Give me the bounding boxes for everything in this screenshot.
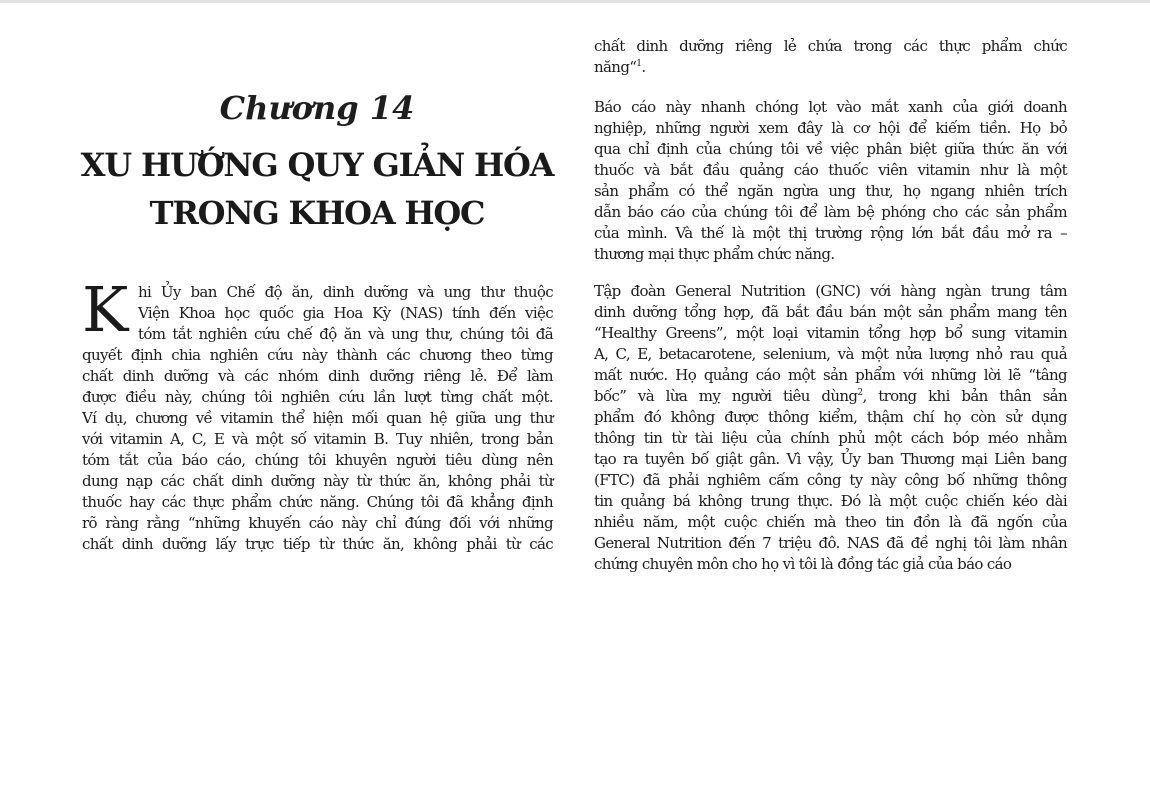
text-line: dẫn báo cáo của chúng tôi để làm bệ phóng cho các sản phẩm (594, 203, 1067, 221)
drop-cap: K (82, 273, 129, 346)
text-line: rõ ràng rằng “những khuyến cáo này chỉ đúng đối với những (82, 514, 553, 532)
chapter-number: Chương 14 (219, 89, 415, 127)
text-line: nghiệp, những người xem đây là cơ hội để kiếm tiền. Họ bỏ (594, 119, 1067, 137)
text-line: hi Ủy ban Chế độ ăn, dinh dưỡng và ung thư thuộc (138, 283, 553, 301)
text-line: tạo ra tuyên bố giật gân. Vì vậy, Ủy ban Thương mại Liên bang (594, 450, 1067, 468)
right-column-paragraph-1 (594, 36, 1067, 78)
text-line: chất dinh dưỡng riêng lẻ chứa trong các thực phẩm chức (594, 37, 1067, 55)
text-line: Viện Khoa học quốc gia Hoa Kỳ (NAS) tính đến việc (138, 304, 553, 322)
text-line: chất dinh dưỡng lấy trực tiếp từ thức ăn, không phải từ các (82, 535, 553, 553)
text-line: thuốc hay các thực phẩm chức năng. Chúng tôi đã khẳng định (82, 493, 553, 511)
chapter-title-line: XU HƯỚNG QUY GIẢN HÓA (80, 146, 554, 184)
text-line: tin quảng bá không trung thực. Đó là một cuộc chiến kéo dài (594, 492, 1067, 510)
text-line: dinh dưỡng tổng hợp, đã bắt đầu bán một sản phẩm mang tên (594, 303, 1067, 321)
text-line: chất dinh dưỡng và các nhóm dinh dưỡng riêng lẻ. Để làm (82, 367, 553, 385)
text-line: dung nạp các chất dinh dưỡng này từ thức ăn, không phải từ (82, 472, 553, 490)
text-line: quyết định chia nghiên cứu này thành các chương theo từng (82, 346, 553, 364)
top-border (0, 0, 1150, 3)
text-line: sản phẩm có thể ngăn ngừa ung thư, họ ngang nhiên trích (594, 182, 1067, 200)
text-line: mất nước. Họ quảng cáo một sản phẩm với những lời lẽ “tâng (594, 366, 1067, 384)
chapter-title-line: TRONG KHOA HỌC (149, 194, 485, 232)
text-line: tóm tắt của báo cáo, chúng tôi khuyên người tiêu dùng nên (82, 451, 553, 469)
footnote-marker: 2 (857, 388, 863, 398)
text-line: nhiều năm, một cuộc chiến mà theo tin đồn là đã ngốn của (594, 513, 1067, 531)
text-line: phẩm đó không được thông kiểm, thậm chí họ còn sử dụng (594, 408, 1067, 426)
text-line: General Nutrition đến 7 triệu đô. NAS đã đề nghị tôi làm nhân (594, 534, 1067, 552)
text-line: chứng chuyên môn cho họ vì tôi là đồng tác giả của báo cáo (594, 555, 1012, 573)
footnote-marker: 1 (636, 59, 642, 69)
chapter-title (70, 141, 564, 237)
text-line (594, 386, 1067, 407)
text-line: thuốc và bắt đầu quảng cáo thuốc viên vitamin như là một (594, 161, 1067, 179)
text-line: “Healthy Greens”, một loại vitamin tổng hợp bổ sung vitamin (594, 324, 1067, 342)
right-column-paragraph-2 (594, 97, 1067, 265)
text-line: (FTC) đã phải nghiêm cấm công ty này công bố những thông (594, 471, 1067, 489)
left-column-paragraph (82, 282, 553, 555)
text-line: qua chỉ định của chúng tôi về việc phân biệt giữa thức ăn với (594, 140, 1067, 158)
text-fragment: . (641, 58, 646, 76)
text-fragment: , trong khi bản thân sản (862, 387, 1067, 405)
text-line: với vitamin A, C, E và một số vitamin B. Tuy nhiên, trong bản (82, 430, 553, 448)
text-line (594, 57, 1067, 78)
text-line: tóm tắt nghiên cứu chế độ ăn và ung thư, chúng tôi đã (138, 325, 553, 343)
text-fragment: năng“ (594, 58, 637, 76)
text-fragment: bốc” và lừa mỵ người tiêu dùng (594, 387, 858, 405)
text-line: Ví dụ, chương về vitamin thể hiện mối quan hệ giữa ung thư (82, 409, 553, 427)
text-line: được điều này, chúng tôi nghiên cứu lần lượt từng chất một. (82, 388, 553, 406)
right-column-paragraph-3 (594, 281, 1067, 575)
text-line: thông tin từ tài liệu của chính phủ một cách bóp méo nhằm (594, 429, 1067, 447)
text-line: Báo cáo này nhanh chóng lọt vào mắt xanh của giới doanh (594, 98, 1067, 116)
text-line: của mình. Và thế là một thị trường rộng lớn bắt đầu mở ra – (594, 224, 1067, 242)
text-line: thương mại thực phẩm chức năng. (594, 245, 835, 263)
text-line: Tập đoàn General Nutrition (GNC) với hàng ngàn trung tâm (594, 282, 1067, 300)
text-line: A, C, E, betacarotene, selenium, và một nửa lượng nhỏ rau quả (594, 345, 1067, 363)
